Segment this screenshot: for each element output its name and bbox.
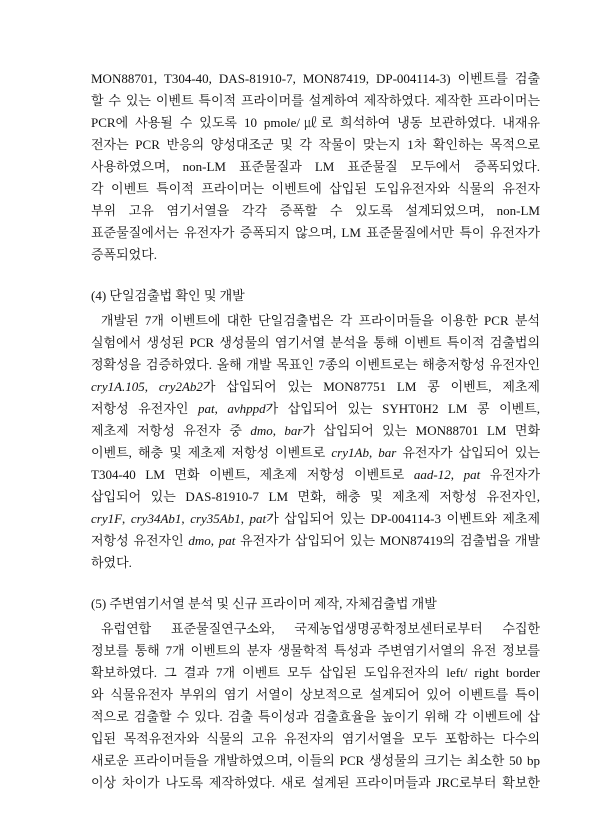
text-line: 확보하였다. 그 결과 7개 이벤트 모두 삽입된 도입유전자의 left/ right border bbox=[91, 665, 540, 680]
text-line: 이벤트, 해충 및 제초제 저항성 이벤트로 cry1Ab, bar 유전자가 삽입되어 있는 bbox=[91, 445, 541, 460]
text-line: MON88701, T304-40, DAS-81910-7, MON87419, DP-004114-3) 이벤트를 검출 bbox=[91, 71, 540, 86]
gene-name: dmo bbox=[188, 533, 211, 548]
gene-name: cry35Ab1 bbox=[190, 511, 241, 526]
gene-name: pat bbox=[197, 401, 215, 416]
text-line: 새로운 프라이머들을 개발하였으며, 이들의 PCR 생성물의 크기는 최소한 50 bp bbox=[91, 753, 540, 768]
gene-name: cry1A.105 bbox=[91, 379, 145, 394]
text-line: 표준물질에서는 유전자가 증폭되지 않으며, LM 표준물질에서만 특이 유전자가 bbox=[91, 225, 540, 240]
text-line: 적으로 검출할 수 있다. 검출 특이성과 검출효율을 높이기 위해 각 이벤트에 삽 bbox=[91, 709, 540, 724]
text-line: 각 이벤트 특이적 프라이머는 이벤트에 삽입된 도입유전자와 식물의 유전자 bbox=[91, 181, 540, 196]
text-line: 전자는 PCR 반응의 양성대조군 및 각 작물이 맞는지 1차 확인하는 목적으로 bbox=[91, 137, 540, 152]
text-line: 할 수 있는 이벤트 특이적 프라이머를 설계하여 제작하였다. 제작한 프라이머는 bbox=[91, 93, 540, 108]
text-line: 이상 차이가 나도록 제작하였다. 새로 설계된 프라이머들과 JRC로부터 확보한 bbox=[91, 775, 540, 790]
text-line: 사용하였으며, non-LM 표준물질과 LM 표준물질 모두에서 증폭되었다. bbox=[91, 159, 540, 174]
text-line: 실험에서 생성된 PCR 생성물의 염기서열 분석을 통해 이벤트 특이적 검출법의 bbox=[91, 335, 540, 350]
text-line: 정보를 통해 7개 이벤트의 분자 생물학적 특성과 주변염기서열의 유전 정보를 bbox=[91, 643, 540, 658]
text-line: 부위 고유 염기서열을 각각 증폭할 수 있도록 설계되었으며, non-LM bbox=[91, 203, 540, 218]
text-line: 삽입되어 있는 DAS-81910-7 LM 면화, 해충 및 제초제 저항성 유전자인, bbox=[91, 489, 540, 504]
gene-name: bar bbox=[378, 445, 397, 460]
section-heading: (4) 단일검출법 확인 및 개발 bbox=[91, 288, 245, 303]
text-line: cry1F, cry34Ab1, cry35Ab1, pat가 삽입되어 있는 DP-004114-3 이벤트와 제초제 bbox=[91, 511, 540, 526]
text-line: 유럽연합 표준물질연구소와, 국제농업생명공학정보센터로부터 수집한 bbox=[101, 621, 540, 636]
gene-name: aad-12 bbox=[413, 467, 451, 482]
text-line: T304-40 LM 면화 이벤트, 제초제 저항성 이벤트로 aad-12, pat 유전자가 bbox=[91, 467, 541, 482]
text-line: 와 식물유전자 부위의 염기 서열이 상보적으로 설계되어 있어 이벤트를 특이 bbox=[91, 687, 540, 702]
gene-name: pat bbox=[249, 511, 267, 526]
gene-name: cry34Ab1 bbox=[130, 511, 182, 526]
gene-name: avhppd bbox=[227, 401, 266, 416]
text-line: 제초제 저항성 유전자 중 dmo, bar가 삽입되어 있는 MON88701 LM 면화 bbox=[91, 423, 540, 438]
text-line: 입된 목적유전자와 식물의 고유 유전자의 염기서열을 모두 포함하는 다수의 bbox=[91, 731, 540, 746]
gene-name: cry2Ab2 bbox=[158, 379, 203, 394]
gene-name: pat bbox=[463, 467, 481, 482]
gene-name: bar bbox=[284, 423, 303, 438]
gene-name: dmo bbox=[250, 423, 273, 438]
text-line: 증폭되었다. bbox=[91, 247, 158, 262]
text-line: PCR에 사용될 수 있도록 10 pmole/㎕로 희석하여 냉동 보관하였다. 내재유 bbox=[91, 115, 540, 130]
text-line: 저항성 유전자인 pat, avhppd가 삽입되어 있는 SYHT0H2 LM 콩 이벤트, bbox=[91, 401, 540, 416]
text-line: cry1A.105, cry2Ab2가 삽입되어 있는 MON87751 LM 콩 이벤트, 제초제 bbox=[91, 379, 540, 394]
gene-name: cry1F bbox=[91, 511, 123, 526]
gene-name: pat bbox=[218, 533, 236, 548]
text-line: 하였다. bbox=[91, 555, 132, 570]
section-heading: (5) 주변염기서열 분석 및 신규 프라이머 제작, 자체검출법 개발 bbox=[91, 596, 437, 611]
text-line: 개발된 7개 이벤트에 대한 단일검출법은 각 프라이머들을 이용한 PCR 분석 bbox=[101, 313, 540, 328]
text-line: 정확성을 검증하였다. 올해 개발 목표인 7종의 이벤트로는 해충저항성 유전자인 bbox=[91, 357, 540, 372]
text-line: 저항성 유전자인 dmo, pat 유전자가 삽입되어 있는 MON87419의 검출법을 개발 bbox=[91, 533, 541, 548]
gene-name: cry1Ab bbox=[331, 445, 369, 460]
